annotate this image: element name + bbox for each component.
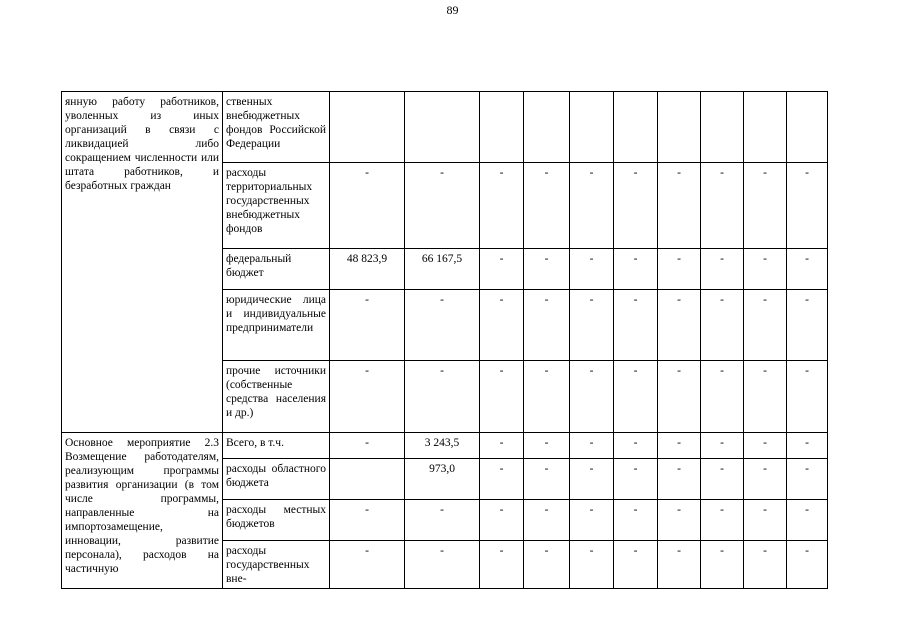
value-cell: - bbox=[330, 500, 405, 541]
value-cell: - bbox=[787, 433, 828, 459]
value-cell: - bbox=[330, 541, 405, 589]
value-cell: - bbox=[787, 361, 828, 433]
value-cell: - bbox=[787, 500, 828, 541]
funding-source: расходы местных бюджетов bbox=[223, 500, 330, 541]
funding-source: юридические лица и индивидуальные предприниматели bbox=[223, 290, 330, 361]
value-cell bbox=[744, 92, 787, 163]
value-cell: - bbox=[480, 361, 524, 433]
value-cell: - bbox=[330, 361, 405, 433]
value-cell: - bbox=[701, 361, 744, 433]
value-cell: - bbox=[570, 361, 614, 433]
table-row bbox=[62, 433, 828, 459]
value-cell: - bbox=[405, 361, 480, 433]
funding-source: ственных внебюджетных фондов Российской Федерации bbox=[223, 92, 330, 163]
funding-source: расходы территориальных государственных внебюджетных фондов bbox=[223, 163, 330, 249]
value-cell: - bbox=[744, 361, 787, 433]
value-cell: - bbox=[744, 249, 787, 290]
value-cell: - bbox=[744, 433, 787, 459]
value-cell: - bbox=[658, 249, 701, 290]
value-cell: 48 823,9 bbox=[330, 249, 405, 290]
value-cell bbox=[524, 92, 570, 163]
value-cell: - bbox=[405, 290, 480, 361]
value-cell: - bbox=[787, 541, 828, 589]
value-cell bbox=[614, 92, 658, 163]
funding-table bbox=[61, 91, 828, 589]
value-cell bbox=[480, 92, 524, 163]
value-cell: - bbox=[658, 433, 701, 459]
value-cell: - bbox=[570, 433, 614, 459]
value-cell: - bbox=[701, 249, 744, 290]
value-cell: 973,0 bbox=[405, 459, 480, 500]
value-cell: - bbox=[701, 163, 744, 249]
measure-description: Основное мероприятие 2.3 Возмещение работодателям, реализующим программы развития организации (в том числе программы, направленные на импортозамещение, инновации, развитие персонала), расходов на частичную bbox=[62, 433, 223, 589]
value-cell: - bbox=[570, 249, 614, 290]
value-cell: - bbox=[330, 163, 405, 249]
value-cell: - bbox=[524, 290, 570, 361]
value-cell: - bbox=[701, 541, 744, 589]
value-cell: - bbox=[744, 163, 787, 249]
value-cell: - bbox=[614, 433, 658, 459]
value-cell: - bbox=[744, 290, 787, 361]
value-cell: - bbox=[614, 459, 658, 500]
value-cell: 3 243,5 bbox=[405, 433, 480, 459]
value-cell: - bbox=[480, 500, 524, 541]
funding-source: прочие источники (собственные средства населения и др.) bbox=[223, 361, 330, 433]
value-cell: - bbox=[330, 433, 405, 459]
value-cell: - bbox=[480, 433, 524, 459]
value-cell: - bbox=[480, 459, 524, 500]
value-cell: - bbox=[524, 459, 570, 500]
value-cell: - bbox=[570, 541, 614, 589]
value-cell bbox=[405, 92, 480, 163]
funding-source: расходы областного бюджета bbox=[223, 459, 330, 500]
value-cell: - bbox=[570, 459, 614, 500]
value-cell: - bbox=[787, 163, 828, 249]
value-cell bbox=[330, 92, 405, 163]
value-cell: - bbox=[570, 290, 614, 361]
value-cell: - bbox=[744, 500, 787, 541]
value-cell: - bbox=[405, 163, 480, 249]
value-cell: - bbox=[787, 249, 828, 290]
value-cell: - bbox=[524, 433, 570, 459]
value-cell: - bbox=[524, 361, 570, 433]
value-cell: - bbox=[570, 500, 614, 541]
value-cell: - bbox=[658, 361, 701, 433]
value-cell: - bbox=[701, 500, 744, 541]
measure-description: янную работу работников, уволенных из иных организаций в связи с ликвидацией либо сокращением численности или штата работников, и безработных граждан bbox=[62, 92, 223, 433]
value-cell: - bbox=[787, 459, 828, 500]
value-cell: - bbox=[658, 541, 701, 589]
value-cell: - bbox=[658, 163, 701, 249]
value-cell: - bbox=[480, 290, 524, 361]
value-cell: - bbox=[744, 459, 787, 500]
value-cell: 66 167,5 bbox=[405, 249, 480, 290]
funding-source: расходы государственных вне- bbox=[223, 541, 330, 589]
value-cell: - bbox=[744, 541, 787, 589]
value-cell bbox=[658, 92, 701, 163]
value-cell bbox=[787, 92, 828, 163]
value-cell: - bbox=[524, 500, 570, 541]
value-cell bbox=[701, 92, 744, 163]
value-cell: - bbox=[480, 541, 524, 589]
value-cell: - bbox=[524, 249, 570, 290]
value-cell: - bbox=[658, 459, 701, 500]
table-row bbox=[62, 92, 828, 163]
value-cell: - bbox=[787, 290, 828, 361]
value-cell: - bbox=[480, 249, 524, 290]
value-cell: - bbox=[614, 163, 658, 249]
value-cell: - bbox=[614, 361, 658, 433]
value-cell: - bbox=[405, 500, 480, 541]
value-cell: - bbox=[701, 433, 744, 459]
funding-source: федеральный бюджет bbox=[223, 249, 330, 290]
value-cell: - bbox=[570, 163, 614, 249]
value-cell bbox=[570, 92, 614, 163]
value-cell: - bbox=[480, 163, 524, 249]
value-cell: - bbox=[524, 163, 570, 249]
value-cell: - bbox=[524, 541, 570, 589]
value-cell bbox=[330, 459, 405, 500]
value-cell: - bbox=[614, 290, 658, 361]
value-cell: - bbox=[701, 459, 744, 500]
value-cell: - bbox=[614, 249, 658, 290]
value-cell: - bbox=[614, 500, 658, 541]
funding-source: Всего, в т.ч. bbox=[223, 433, 330, 459]
page-number: 89 bbox=[446, 3, 459, 17]
value-cell: - bbox=[658, 500, 701, 541]
value-cell: - bbox=[658, 290, 701, 361]
value-cell: - bbox=[614, 541, 658, 589]
value-cell: - bbox=[701, 290, 744, 361]
value-cell: - bbox=[405, 541, 480, 589]
value-cell: - bbox=[330, 290, 405, 361]
